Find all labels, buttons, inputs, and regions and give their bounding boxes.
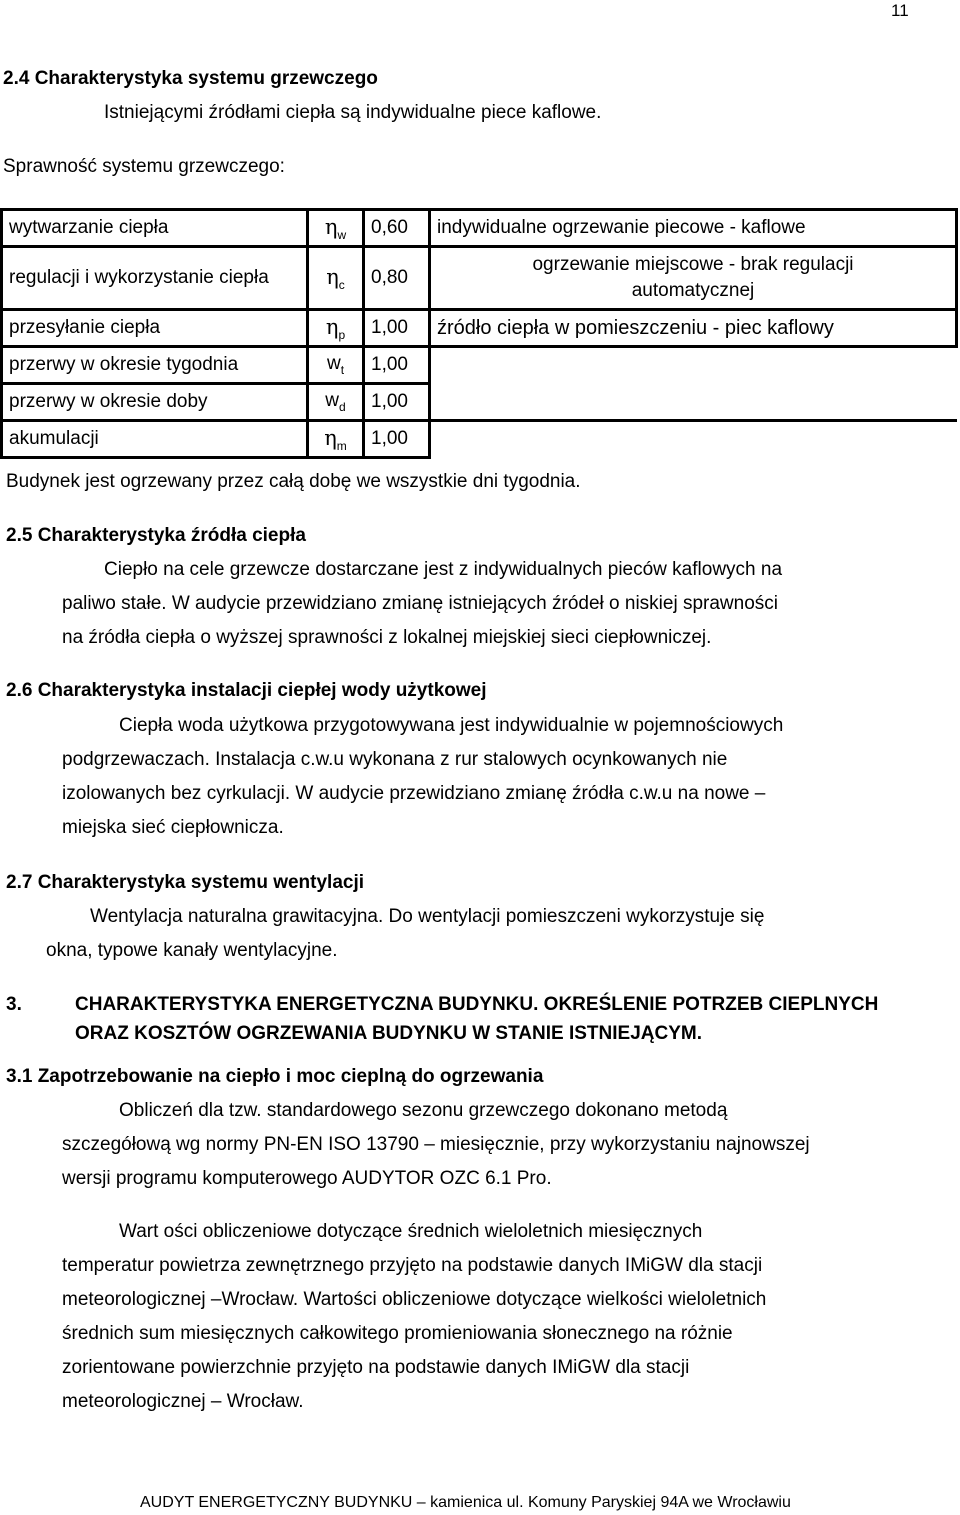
row-value: 0,80 xyxy=(364,247,430,310)
text-line: paliwo stałe. W audycie przewidziano zmianę istniejących źródeł o niskiej sprawności xyxy=(62,593,778,614)
row-name: przerwy w okresie tygodnia xyxy=(2,347,308,384)
heating-note: Budynek jest ogrzewany przez całą dobę we wszystkie dni tygodnia. xyxy=(6,471,581,492)
table-row xyxy=(2,210,957,247)
section-3-number: 3. xyxy=(6,994,22,1015)
section-2-5-text xyxy=(62,553,782,655)
section-2-6-text xyxy=(62,709,783,845)
section-2-5-heading: 2.5 Charakterystyka źródła ciepła xyxy=(6,525,306,546)
text-line: meteorologicznej – Wrocław. xyxy=(62,1391,304,1412)
text-line: Wentylacja naturalna grawitacyjna. Do wentylacji pomieszczeni wykorzystuje się xyxy=(90,906,765,927)
text-line: na źródła ciepła o wyższej sprawności z lokalnej miejskiej sieci ciepłowniczej. xyxy=(62,627,712,648)
row-value: 1,00 xyxy=(364,310,430,347)
row-value: 1,00 xyxy=(364,384,430,421)
row-value: 1,00 xyxy=(364,347,430,384)
section-2-4-text: Istniejącymi źródłami ciepła są indywidualne piece kaflowe. xyxy=(104,102,602,123)
row-symbol: $w_t$ xyxy=(308,347,364,384)
row-symbol: $\eta_c$ xyxy=(308,247,364,310)
table-row xyxy=(2,247,957,310)
section-3-heading-line2: ORAZ KOSZTÓW OGRZEWANIA BUDYNKU W STANIE ISTNIEJĄCYM. xyxy=(75,1023,702,1044)
table-row xyxy=(2,421,957,458)
section-2-7-text xyxy=(46,900,764,968)
page-footer: AUDYT ENERGETYCZNY BUDYNKU – kamienica ul. Komuny Paryskiej 94A we Wrocławiu xyxy=(140,1494,791,1511)
row-desc xyxy=(430,384,957,421)
text-line: wersji programu komputerowego AUDYTOR OZC 6.1 Pro. xyxy=(62,1168,552,1189)
table-row xyxy=(2,347,957,384)
text-line: średnich sum miesięcznych całkowitego promieniowania słonecznego na różnie xyxy=(62,1323,733,1344)
row-name: przesyłanie ciepła xyxy=(2,310,308,347)
row-name: regulacji i wykorzystanie ciepła xyxy=(2,247,308,310)
row-name: akumulacji xyxy=(2,421,308,458)
text-line: zorientowane powierzchnie przyjęto na podstawie danych IMiGW dla stacji xyxy=(62,1357,690,1378)
table-row xyxy=(2,310,957,347)
row-desc: indywidualne ogrzewanie piecowe - kaflowe xyxy=(430,210,957,247)
row-name: przerwy w okresie doby xyxy=(2,384,308,421)
text-line: podgrzewaczach. Instalacja c.w.u wykonana z rur stalowych ocynkowanych nie xyxy=(62,749,728,770)
row-desc xyxy=(430,347,957,384)
section-3-heading-line1: CHARAKTERYSTYKA ENERGETYCZNA BUDYNKU. OKREŚLENIE POTRZEB CIEPLNYCH xyxy=(75,994,879,1015)
row-value: 1,00 xyxy=(364,421,430,458)
row-value: 0,60 xyxy=(364,210,430,247)
row-desc: źródło ciepła w pomieszczeniu - piec kaflowy xyxy=(430,310,957,347)
row-name: wytwarzanie ciepła xyxy=(2,210,308,247)
section-3-1-paragraph-2 xyxy=(62,1215,766,1419)
section-3-1-heading: 3.1 Zapotrzebowanie na ciepło i moc cieplną do ogrzewania xyxy=(6,1066,544,1087)
text-line: meteorologicznej –Wrocław. Wartości obliczeniowe dotyczące wielkości wieloletnich xyxy=(62,1289,767,1310)
text-line: miejska sieć ciepłownicza. xyxy=(62,817,284,838)
text-line: izolowanych bez cyrkulacji. W audycie przewidziano zmianę źródła c.w.u na nowe – xyxy=(62,783,766,804)
section-2-7-heading: 2.7 Charakterystyka systemu wentylacji xyxy=(6,872,365,893)
text-line: Ciepło na cele grzewcze dostarczane jest z indywidualnych pieców kaflowych na xyxy=(104,559,783,580)
text-line: okna, typowe kanały wentylacyjne. xyxy=(46,940,338,961)
text-line: Ciepła woda użytkowa przygotowywana jest indywidualnie w pojemnościowych xyxy=(119,715,784,736)
text-line: Wart ości obliczeniowe dotyczące średnich wieloletnich miesięcznych xyxy=(119,1221,703,1242)
efficiency-table xyxy=(0,208,958,459)
row-symbol: $\eta_p$ xyxy=(308,310,364,347)
text-line: temperatur powietrza zewnętrznego przyjęto na podstawie danych IMiGW dla stacji xyxy=(62,1255,763,1276)
section-3-1-paragraph-1 xyxy=(62,1094,810,1196)
row-desc: ogrzewanie miejscowe - brak regulacji automatycznej xyxy=(430,247,957,310)
row-desc xyxy=(430,421,957,458)
efficiency-label: Sprawność systemu grzewczego: xyxy=(3,156,285,177)
text-line: Obliczeń dla tzw. standardowego sezonu grzewczego dokonano metodą xyxy=(119,1100,728,1121)
section-2-6-heading: 2.6 Charakterystyka instalacji ciepłej wody użytkowej xyxy=(6,680,487,701)
row-symbol: $\eta_m$ xyxy=(308,421,364,458)
row-symbol: $\eta_w$ xyxy=(308,210,364,247)
text-line: szczegółową wg normy PN-EN ISO 13790 – miesięcznie, przy wykorzystaniu najnowszej xyxy=(62,1134,810,1155)
table-row xyxy=(2,384,957,421)
row-symbol: $w_d$ xyxy=(308,384,364,421)
section-2-4-heading: 2.4 Charakterystyka systemu grzewczego xyxy=(3,68,378,89)
page-number: 11 xyxy=(891,1,909,20)
